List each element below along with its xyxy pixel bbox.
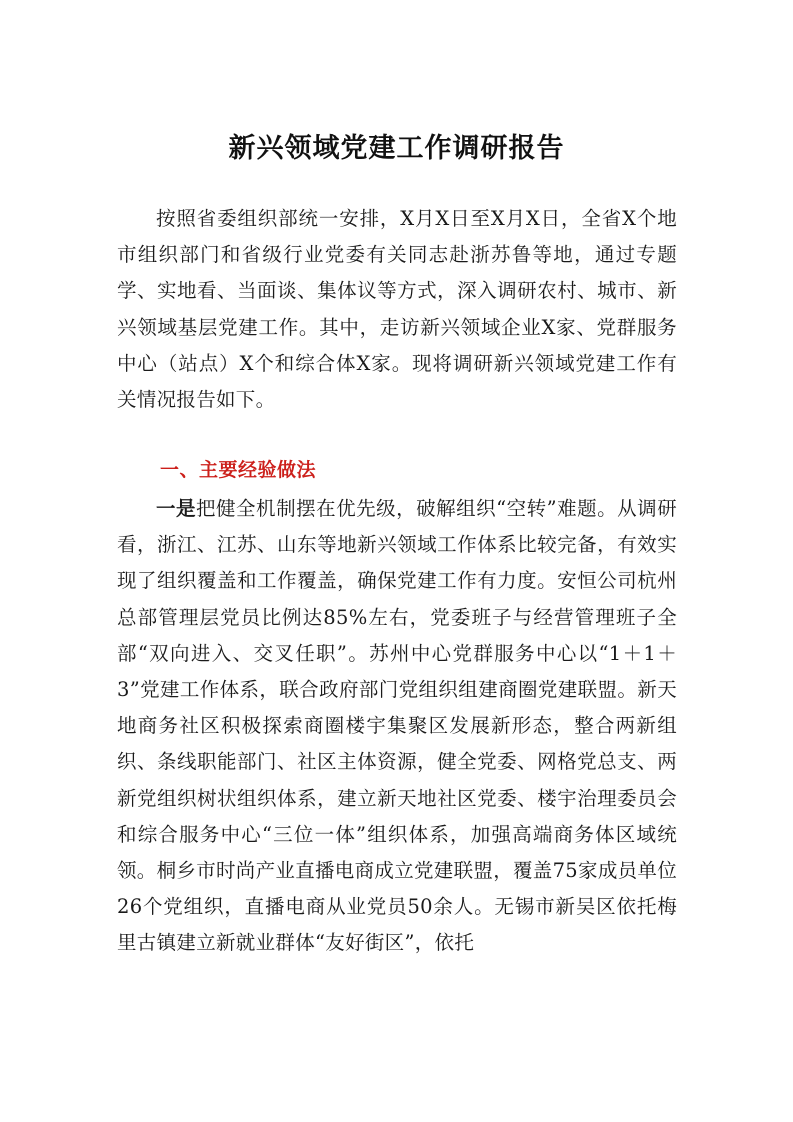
paragraph-text: 把健全机制摆在优先级，破解组织“空转”难题。从调研看，浙江、江苏、山东等地新兴领域工作体系比较完备，有效实现了组织覆盖和工作覆盖，确保党建工作有力度。安恒公司杭州总部管理层党员比例达85%左右，党委班子与经营管理班子全部“双向进入、交叉任职”。苏州中心党群服务中心以“1＋1＋3”党建工作体系，联合政府部门党组织组建商圈党建联盟。新天地商务社区积极探索商圈楼宇集聚区发展新形态，整合两新组织、条线职能部门、社区主体资源，健全党委、网格党总支、两新党组织树状组织体系，建立新天地社区党委、楼宇治理委员会和综合服务中心“三位一体”组织体系，加强高端商务体区域统领。桐乡市时尚产业直播电商成立党建联盟，覆盖75家成员单位26个党组织，直播电商从业党员50余人。无锡市新吴区依托梅里古镇建立新就业群体“友好街区”，依托 bbox=[117, 497, 678, 955]
section-heading: 一、主要经验做法 bbox=[160, 459, 317, 481]
body-paragraph bbox=[117, 491, 677, 962]
paragraph-lead: 一是 bbox=[156, 497, 197, 520]
intro-paragraph: 按照省委组织部统一安排，X月X日至X月X日，全省X个地市组织部门和省级行业党委有关同志赴浙苏鲁等地，通过专题学、实地看、当面谈、集体议等方式，深入调研农村、城市、新兴领域基层党建工作。其中，走访新兴领域企业X家、党群服务中心（站点）X个和综合体X家。现将调研新兴领域党建工作有关情况报告如下。 bbox=[117, 207, 677, 412]
document-title: 新兴领域党建工作调研报告 bbox=[228, 133, 565, 164]
